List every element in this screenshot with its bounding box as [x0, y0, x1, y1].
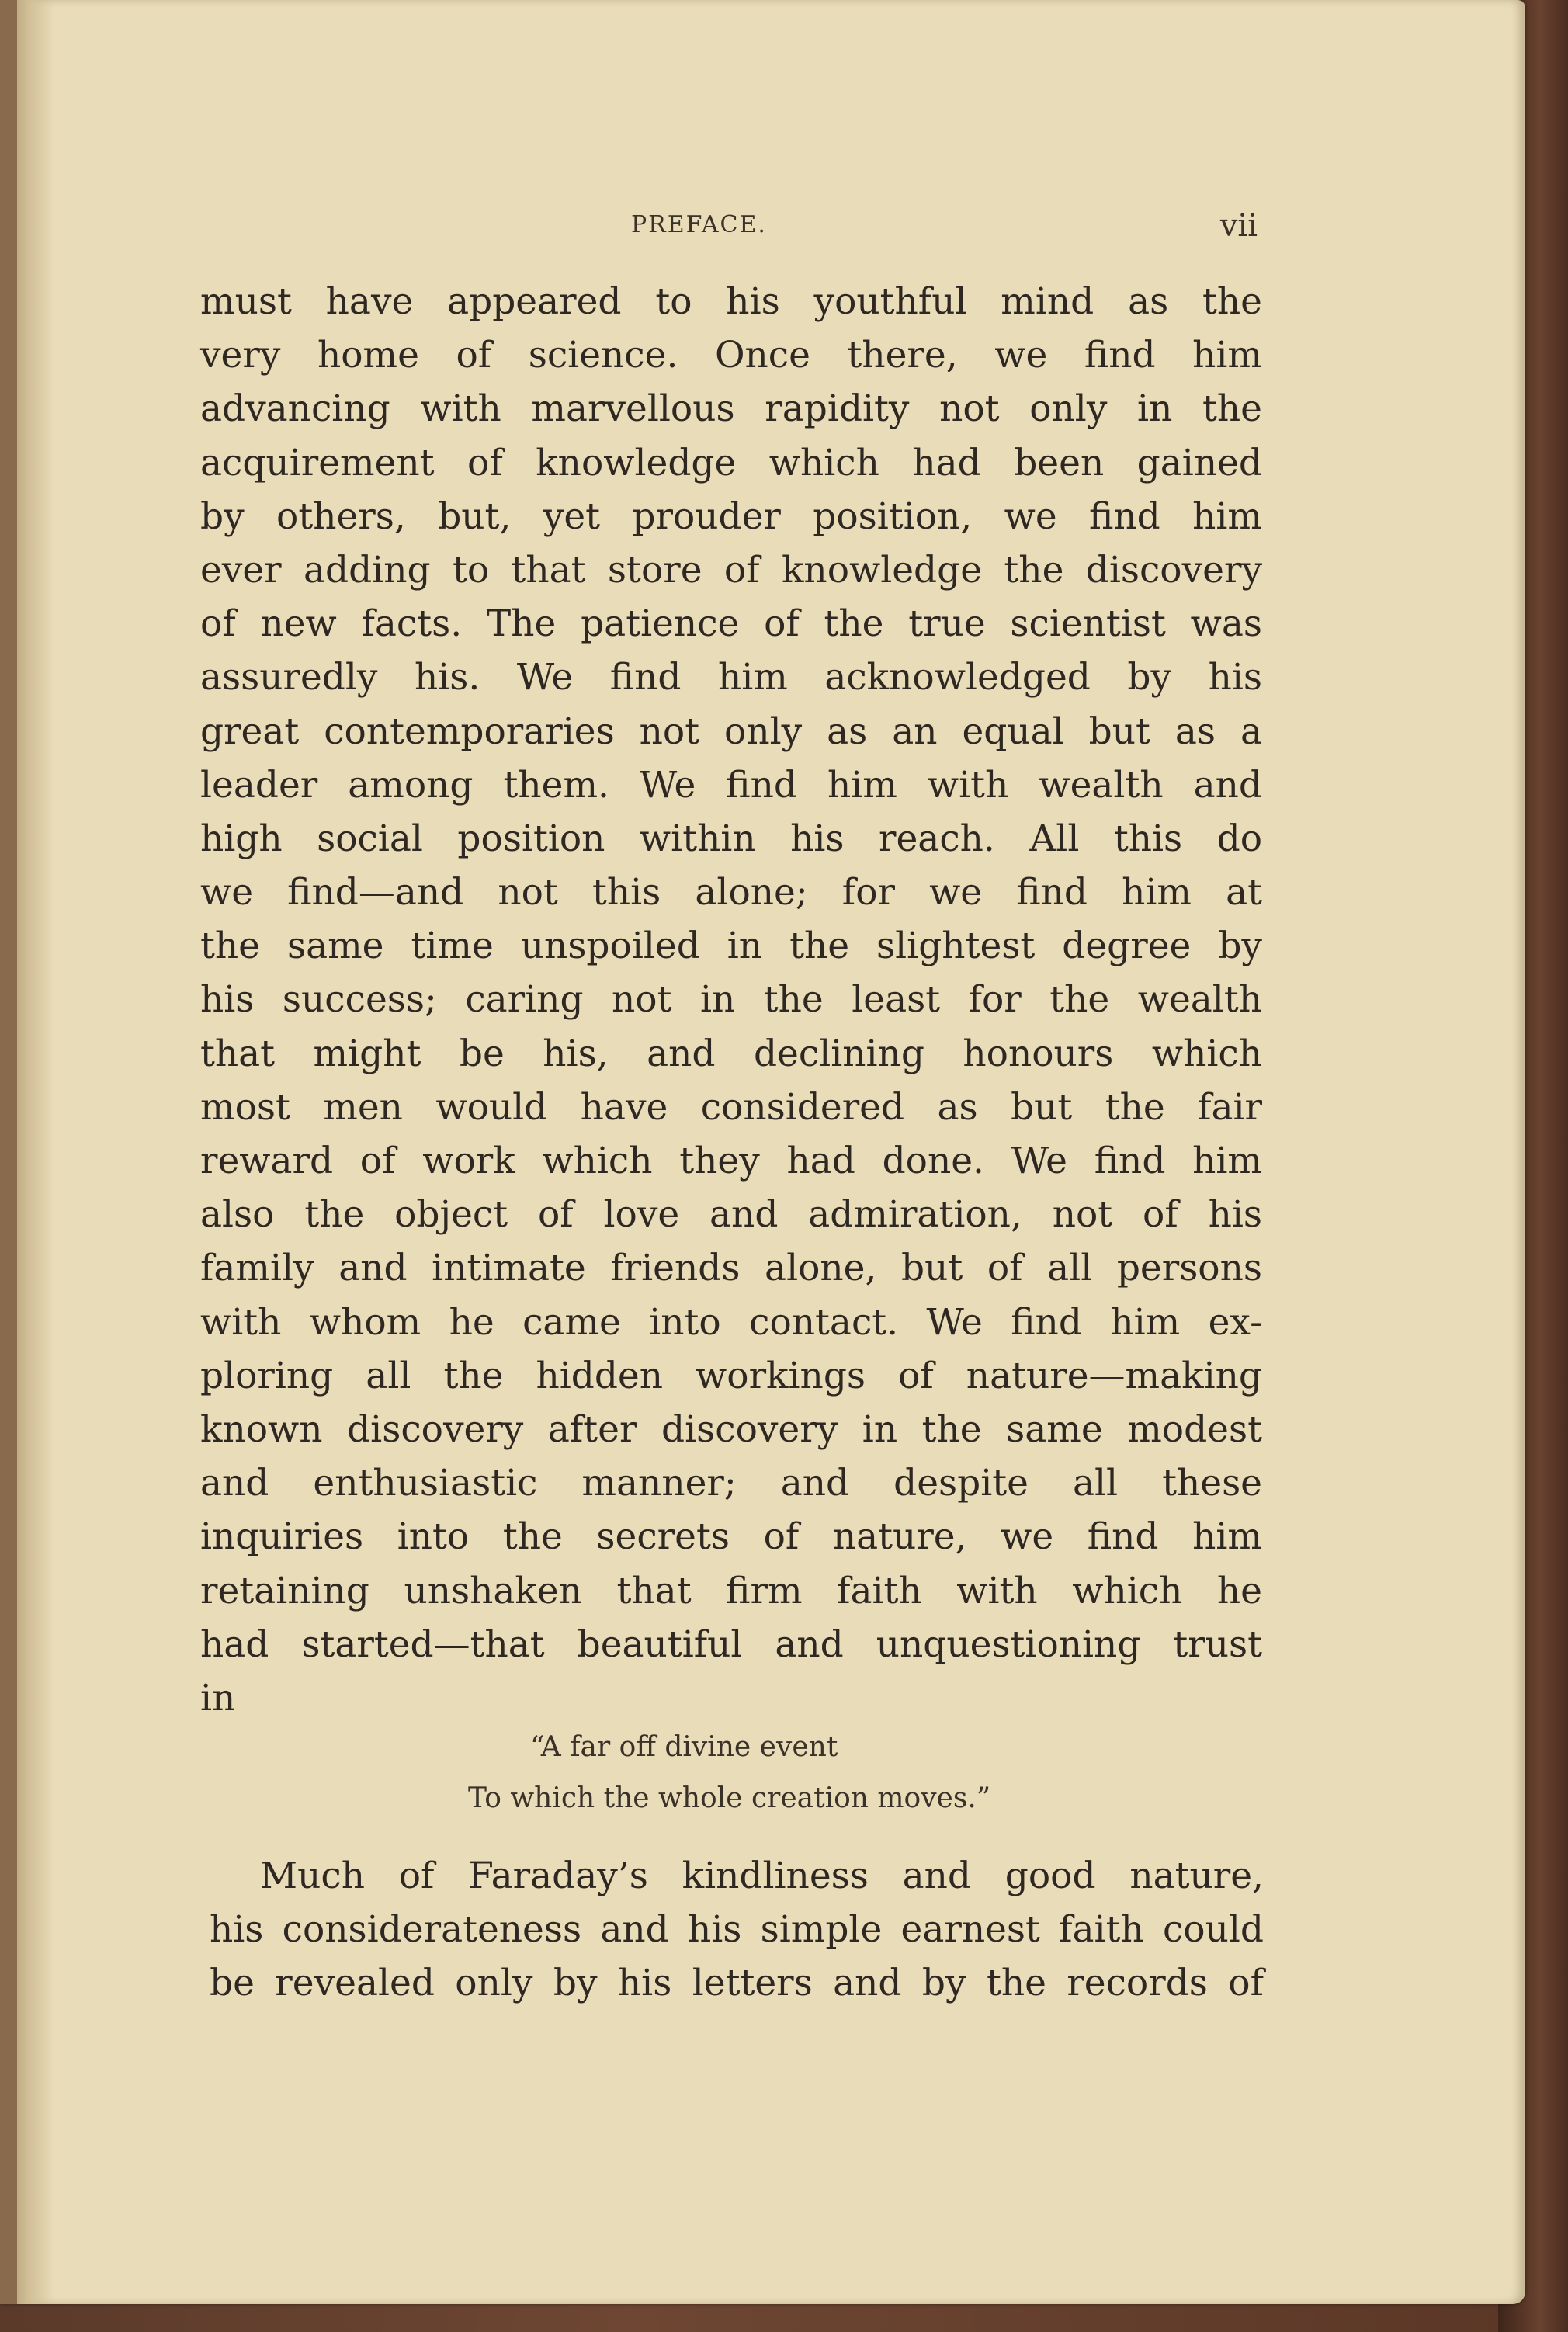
text-line: Much of Faraday’s kindliness and good nature, — [260, 1855, 1264, 1897]
page-gutter — [0, 0, 17, 2304]
text-line: assuredly his. We find him acknowledged by his — [200, 656, 1262, 699]
quote-line: “A far off divine event — [530, 1731, 838, 1763]
text-line: ever adding to that store of knowledge the discovery — [200, 548, 1262, 592]
text-line: leader among them. We find him with wealth and — [200, 763, 1262, 807]
text-line: must have appeared to his youthful mind as the — [200, 280, 1262, 323]
text-line: high social position within his reach. All this do — [200, 817, 1262, 860]
text-line: his success; caring not in the least for the wealth — [200, 978, 1262, 1022]
text-line: with whom he came into contact. We find him ex- — [200, 1300, 1262, 1344]
page-number: vii — [1219, 208, 1258, 244]
text-line: we find—and not this alone; for we find him at — [200, 871, 1262, 914]
text-line: advancing with marvellous rapidity not only in the — [200, 387, 1262, 431]
text-line: his considerateness and his simple earnest faith could — [210, 1908, 1264, 1952]
text-line: ploring all the hidden workings of nature—making — [200, 1354, 1262, 1397]
running-head-title: PREFACE. — [631, 211, 767, 238]
text-line: inquiries into the secrets of nature, we find him — [200, 1515, 1262, 1559]
text-line: and enthusiastic manner; and despite all these — [200, 1462, 1262, 1505]
text-line: acquirement of knowledge which had been gained — [200, 441, 1262, 484]
text-line: the same time unspoiled in the slightest degree by — [200, 925, 1262, 968]
text-line: in — [200, 1676, 236, 1720]
text-line: be revealed only by his letters and by the records of — [210, 1962, 1264, 2005]
text-line: known discovery after discovery in the same modest — [200, 1407, 1262, 1451]
text-line: of new facts. The patience of the true scientist was — [200, 602, 1262, 646]
text-line: reward of work which they had done. We find him — [200, 1140, 1262, 1182]
text-line: great contemporaries not only as an equal but as a — [200, 710, 1262, 753]
block-quote — [200, 1722, 1262, 1824]
running-head — [202, 208, 1258, 250]
text-line: very home of science. Once there, we find him — [200, 334, 1262, 377]
text-line: also the object of love and admiration, not of his — [200, 1193, 1262, 1237]
paragraph-2 — [210, 1849, 1264, 2011]
text-line: that might be his, and declining honours which — [200, 1032, 1262, 1075]
text-line: retaining unshaken that firm faith with which he — [200, 1569, 1262, 1612]
quote-line: To which the whole creation moves.” — [468, 1782, 991, 1814]
text-line: most men would have considered as but the fair — [200, 1085, 1262, 1129]
text-line: had started—that beautiful and unquestioning trust — [200, 1622, 1262, 1666]
text-line: family and intimate friends alone, but of all persons — [200, 1247, 1262, 1290]
paragraph-1 — [200, 275, 1262, 1725]
text-line: by others, but, yet prouder position, we find him — [200, 495, 1262, 538]
